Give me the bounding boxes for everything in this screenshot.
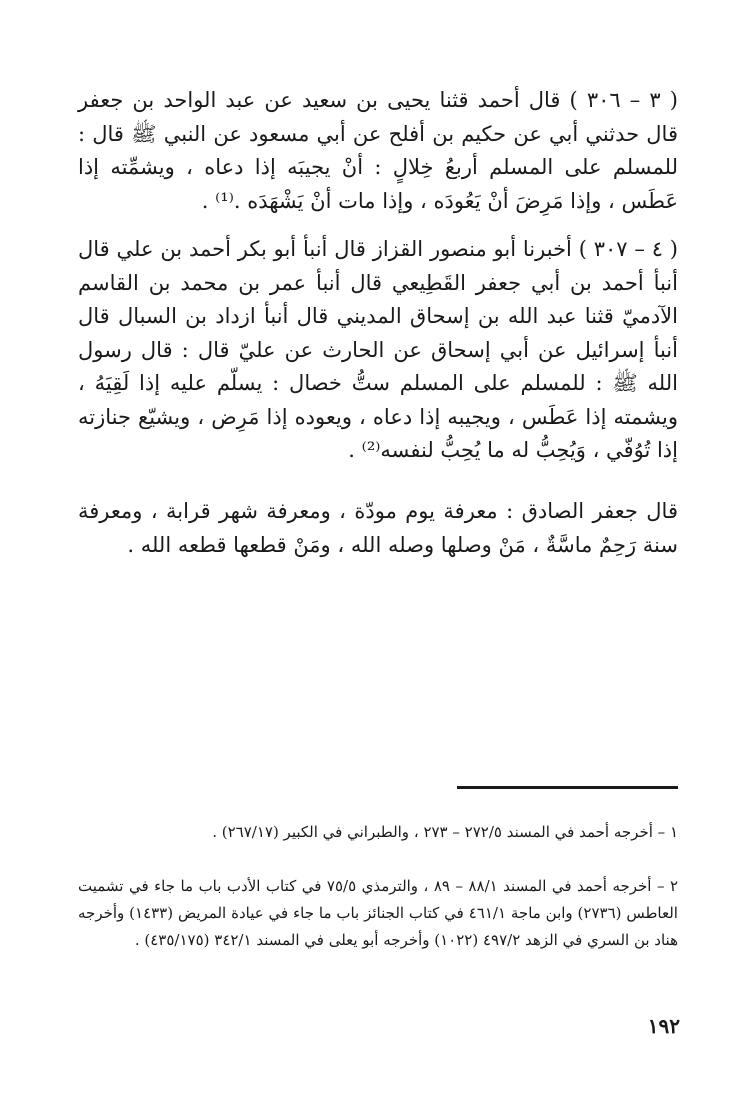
hadith-text: ( ٣ – ٣٠٦ ) قال أحمد قثنا يحيى بن سعيد عن عبد الواحد بن جعفر قال حدثني أبي عن حكيم بن أفلح عن أبي مسعود عن النبي ﷺ قال : للمسلم على المسلم أربعُ خِلالٍ : أنْ يجيبَه إذا دعاه ، ويشمِّته إذا عَطَس ، وإذا مَرِضَ أنْ يَعُودَه ، وإذا مات أنْ يَشْهَدَه .⁽¹⁾ . [78,88,678,213]
footnote-separator [457,786,678,789]
footnote [78,819,678,846]
footnote [78,873,678,954]
saying-text: قال جعفر الصادق : معرفة يوم مودّة ، ومعرفة شهر قرابة ، ومعرفة سنة رَحِمٌ ماسَّةٌ ، مَنْ وصلها وصله الله ، ومَنْ قطعها قطعه الله . [78,499,678,557]
hadith-paragraph [78,84,678,218]
footnote-text: ٢ – أخرجه أحمد في المسند ٨٨/١ – ٨٩ ، والترمذي ٧٥/٥ في كتاب الأدب باب ما جاء في تشميت العاطس (٢٧٣٦) وابن ماجة ٤٦١/١ في كتاب الجنائز باب ما جاء في عيادة المريض (١٤٣٣) وأخرجه هناد بن السري في الزهد ٤٩٧/٢ (١٠٢٢) وأخرجه أبو يعلى في المسند ٣٤٢/١ (٤٣٥/١٧٥) . [78,877,678,949]
footnote-text: ١ – أخرجه أحمد في المسند ٢٧٢/٥ – ٢٧٣ ، والطبراني في الكبير (٢٦٧/١٧) . [212,823,678,841]
hadith-paragraph [78,233,678,468]
hadith-text: ( ٤ – ٣٠٧ ) أخبرنا أبو منصور القزاز قال أنبأ أبو بكر أحمد بن علي قال أنبأ أحمد بن أبي جعفر القَطِيعي قال أنبأ عمر بن محمد بن القاسم الآدميّ قثنا عبد الله بن إسحاق المديني قال أنبأ ازداد بن السبال قال أنبأ إسرائيل عن أبي إسحاق عن الحارث عن عليّ قال : قال رسول الله ﷺ : للمسلم على المسلم ستُّ خصال : يسلّم عليه إذا لَقِيَهُ ، ويشمته إذا عَطَس ، ويجيبه إذا دعاه ، ويعوده إذا مَرِض ، ويشيّع جنازته إذا تُوُفّي ، وَيُحِبُّ له ما يُحِبُّ لنفسه⁽²⁾ . [78,237,678,462]
page-number: ١٩٢ [647,1014,680,1038]
saying-paragraph [78,495,678,562]
